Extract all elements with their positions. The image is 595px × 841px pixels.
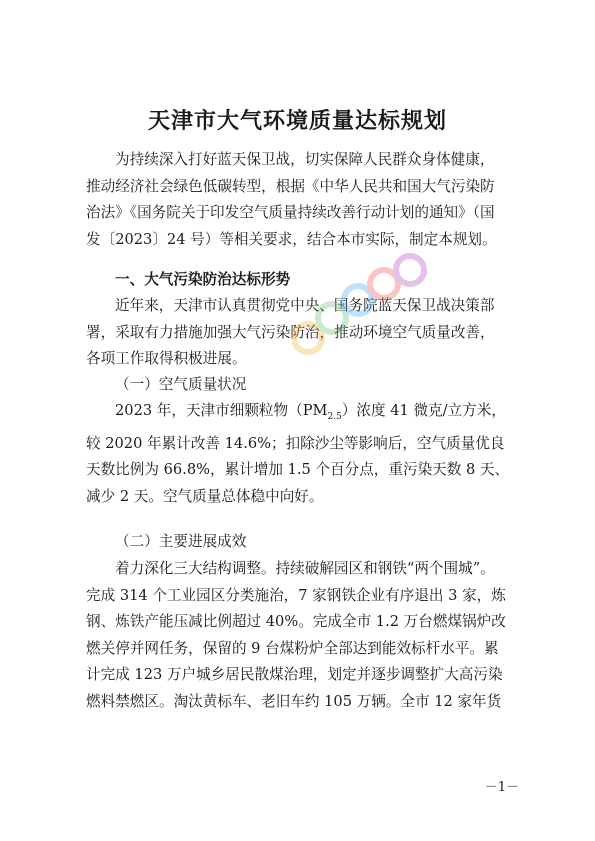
subsection2-heading: （二）主要进展成效 [115,533,247,550]
air-quality-line: 较 2020 年累计改善 14.6%；扣除沙尘等影响后，空气质量优良 [86,434,505,452]
section1-heading: 一、大气污染防治达标形势 [115,271,291,288]
watermark-ring [396,256,424,284]
air-quality-paragraph [86,398,516,510]
document-title: 天津市大气环境质量达标规划 [147,108,447,134]
pm-subscript: 2.5 [327,411,342,422]
intro-line: 发〔2023〕24 号）等相关要求，结合本市实际，制定本规划。 [86,230,497,248]
section1-line: 署，采取有力措施加强大气污染防治，推动环境空气质量改善， [86,323,495,341]
intro-line: 为持续深入打好蓝天保卫战，切实保障人民群众身体健康， [115,151,495,168]
section1-line: 各项工作取得积极进展。 [86,350,247,368]
air-quality-line: 减少 2 天。空气质量总体稳中向好。 [86,487,324,505]
progress-line: 着力深化三大结构调整。持续破解园区和钢铁“两个围城”。 [115,560,495,577]
intro-line: 推动经济社会绿色低碳转型，根据《中华人民共和国大气污染防 [86,177,495,195]
subsection1-heading: （一）空气质量状况 [115,376,247,393]
progress-paragraph [86,556,516,716]
intro-line: 治法》《国务院关于印发空气质量持续改善行动计划的通知》（国 [86,204,495,222]
progress-line: 燃料禁燃区。淘汰黄标车、老旧车约 105 万辆。全市 12 家年货 [86,692,502,710]
section1-paragraph [86,293,516,373]
progress-line: 钢、炼铁产能压减比例超过 40%。完成全市 1.2 万台燃煤锅炉改 [86,613,506,631]
air-quality-line-end: ）浓度 41 微克/立方米， [341,402,506,419]
air-quality-line-start: 2023 年，天津市细颗粒物（PM [115,402,328,419]
progress-line: 完成 314 个工业园区分类施治，7 家钢铁企业有序退出 3 家，炼 [86,586,506,604]
section1-line: 近年来，天津市认真贯彻党中央、国务院蓝天保卫战决策部 [115,297,495,314]
progress-line: 燃关停并网任务，保留的 9 台煤粉炉全部达到能效标杆水平。累 [86,639,499,657]
air-quality-line [86,398,516,431]
page-number: －1－ [484,780,519,795]
progress-line: 计完成 123 万户城乡居民散煤治理，划定并逐步调整扩大高污染 [86,666,503,684]
intro-paragraph [86,147,516,253]
air-quality-line: 天数比例为 66.8%，累计增加 1.5 个百分点，重污染天数 8 天、 [86,461,510,479]
